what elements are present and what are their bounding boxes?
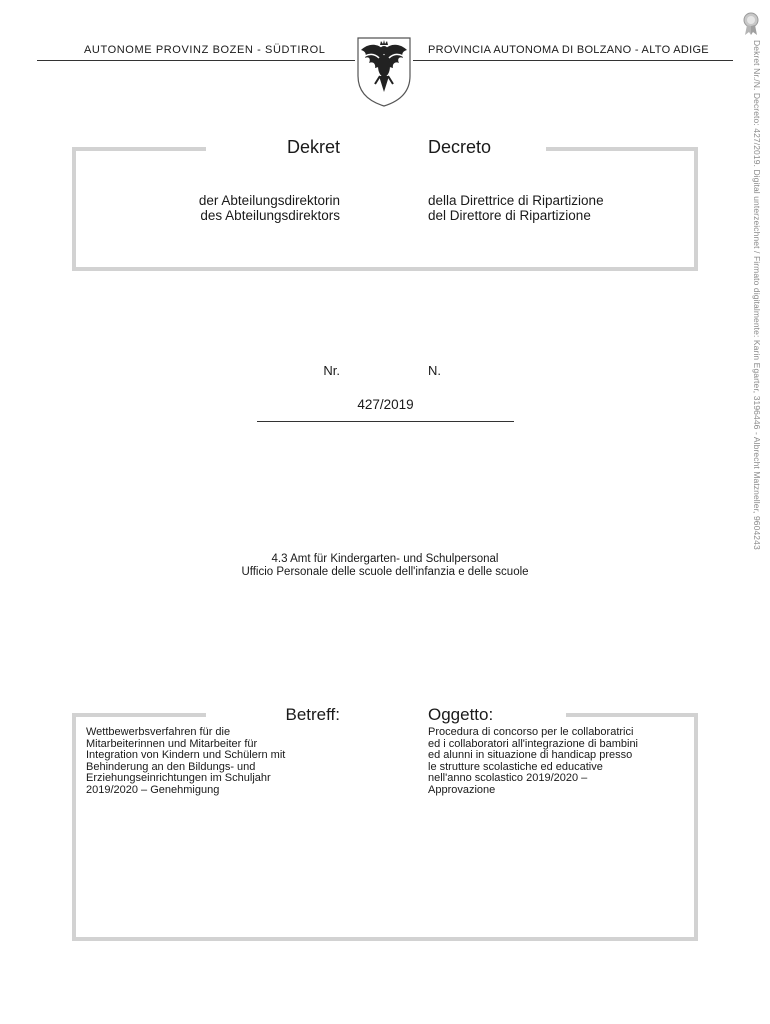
subject-it-line: ed i collaboratori all'integrazione di bambini (428, 737, 638, 750)
issuer-de (199, 193, 340, 223)
issuing-office (150, 553, 620, 578)
number-rule (257, 421, 514, 422)
subject-label-it: Oggetto: (428, 705, 494, 724)
subject-it-line: Procedura di concorso per le collaboratrici (428, 726, 634, 738)
subject-de-line: Wettbewerbsverfahren für die (86, 726, 231, 738)
decree-title-it: Decreto (428, 137, 492, 157)
issuer-it-line-2: del Direttore di Ripartizione (428, 208, 591, 223)
subject-de-line: 2019/2020 – Genehmigung (86, 783, 220, 796)
subject-it-line: nell'anno scolastico 2019/2020 – (428, 772, 588, 784)
number-label-it: N. (428, 363, 441, 378)
subject-it-line: ed alunni in situazione di handicap presso (428, 749, 633, 761)
coat-of-arms-icon (355, 36, 413, 108)
decree-title-frame (72, 147, 698, 271)
digital-seal-icon (742, 12, 760, 36)
issuer-it-line-1: della Direttrice di Ripartizione (428, 193, 604, 208)
subject-de-line: Mitarbeiterinnen und Mitarbeiter für (86, 737, 258, 750)
subject-text-de (86, 727, 346, 796)
digital-signature-note: Dekret Nr./N. Decreto: 427/2019. Digital unterzeichnet / Firmato digitalmente: Karin Egarter, 3196446 - Albrecht Matzneller, 9604243 (752, 40, 762, 550)
subject-de-line: Integration von Kindern und Schülern mit (86, 749, 286, 761)
subject-de-line: Behinderung an den Bildungs- und (86, 760, 256, 773)
office-it: Ufficio Personale delle scuole dell'infanzia e delle scuole (241, 565, 529, 578)
decree-number: 427/2019 (357, 397, 414, 412)
subject-de-line: Erziehungseinrichtungen im Schuljahr (86, 772, 271, 784)
decree-title-de: Dekret (286, 137, 340, 157)
issuer-de-line-1: der Abteilungsdirektorin (198, 193, 340, 208)
subject-it-line: Approvazione (428, 783, 496, 796)
subject-label-de: Betreff: (285, 705, 340, 724)
subject-text-it (428, 727, 708, 796)
header-province-de: AUTONOME PROVINZ BOZEN - SÜDTIROL (84, 44, 326, 56)
subject-it-line: le strutture scolastiche ed educative (428, 760, 603, 773)
issuer-de-line-2: des Abteilungsdirektors (200, 208, 340, 223)
header-province-it: PROVINCIA AUTONOMA DI BOLZANO - ALTO ADIGE (428, 44, 709, 56)
office-de: 4.3 Amt für Kindergarten- und Schulpersonal (271, 553, 499, 565)
issuer-it (428, 193, 604, 223)
number-label-de: Nr. (323, 363, 340, 378)
